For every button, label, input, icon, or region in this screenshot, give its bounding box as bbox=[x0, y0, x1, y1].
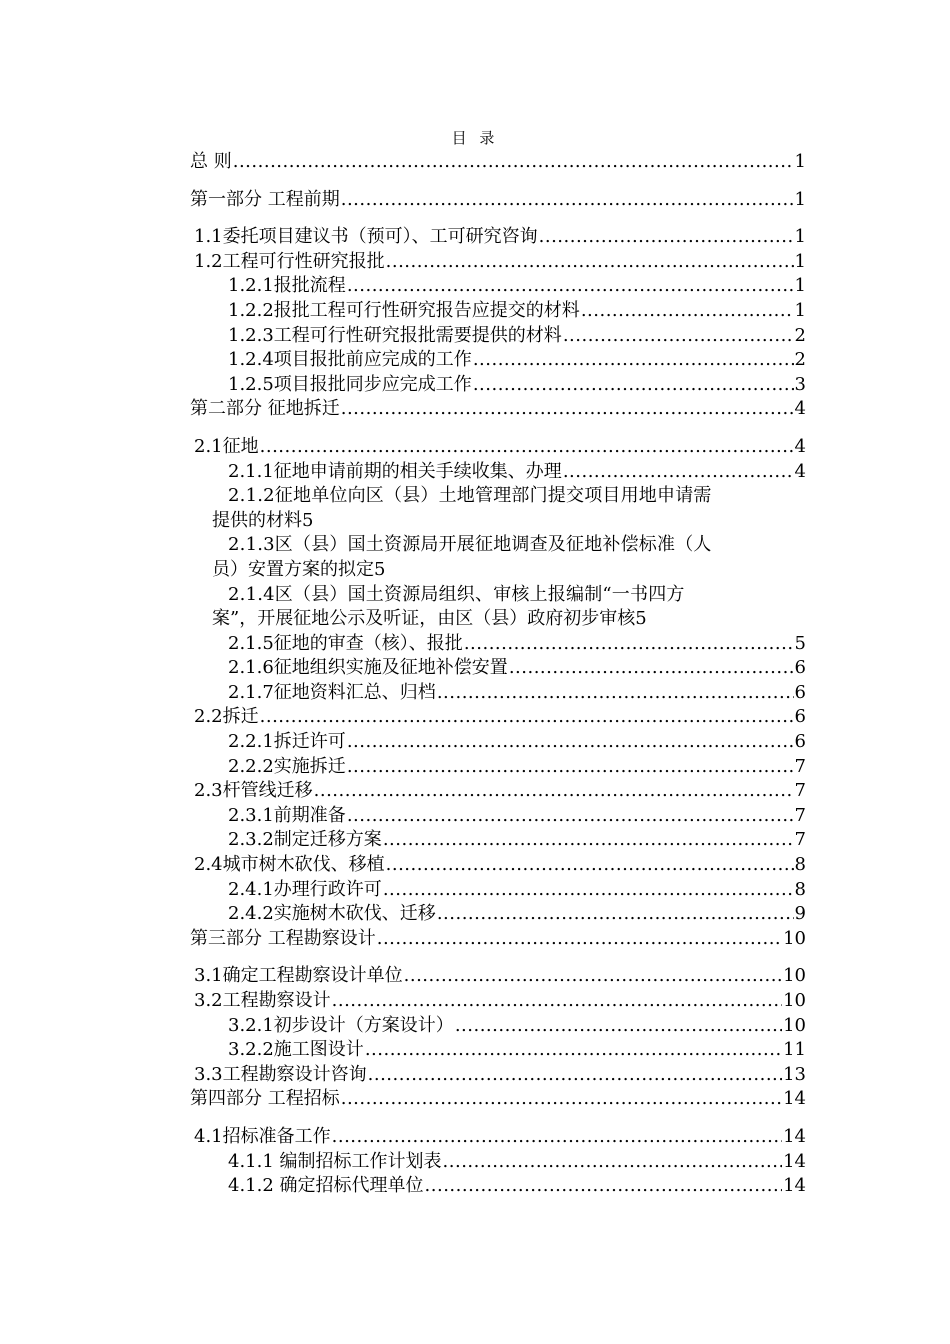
toc-leader-dots bbox=[347, 804, 794, 829]
toc-entry-label: 第一部分 工程前期 bbox=[190, 188, 340, 210]
toc-leader-dots bbox=[383, 878, 794, 903]
toc-leader-dots bbox=[341, 397, 794, 422]
toc-page-number: 1 bbox=[794, 188, 806, 210]
toc-entry-label: 2.2.1拆迁许可 bbox=[228, 731, 346, 753]
toc-leader-dots bbox=[332, 989, 782, 1014]
toc-title: 目 录 bbox=[451, 129, 499, 147]
toc-entry-label: 4.1.1 编制招标工作计划表 bbox=[228, 1150, 442, 1172]
toc-entry-label: 2.4.1办理行政许可 bbox=[228, 878, 382, 900]
toc-leader-dots bbox=[443, 1150, 783, 1175]
toc-page-number: 11 bbox=[783, 1039, 806, 1061]
toc-entry-label: 1.2.1报批流程 bbox=[228, 275, 346, 297]
toc-entry-label: 2.1.2征地单位向区（县）土地管理部门提交项目用地申请需 bbox=[228, 485, 712, 507]
toc-entry[interactable] bbox=[190, 397, 806, 422]
toc-entry[interactable] bbox=[194, 1125, 806, 1150]
toc-entry-label: 2.4.2实施树木砍伐、迁移 bbox=[228, 903, 436, 925]
toc-entry[interactable] bbox=[228, 878, 806, 903]
toc-entry[interactable] bbox=[228, 373, 806, 398]
toc-entry-label: 总 则 bbox=[190, 151, 232, 172]
toc-entry[interactable] bbox=[228, 730, 806, 755]
toc-page-number: 10 bbox=[783, 1014, 806, 1036]
toc-leader-dots bbox=[404, 964, 782, 989]
toc-entry-label: 2.3杆管线迁移 bbox=[194, 780, 313, 802]
toc-entry[interactable] bbox=[228, 460, 806, 485]
toc-entry[interactable] bbox=[228, 1150, 806, 1175]
toc-leader-dots bbox=[464, 632, 794, 657]
toc-entry[interactable] bbox=[228, 1014, 806, 1039]
toc-entry[interactable] bbox=[194, 435, 806, 460]
toc-entry-label: 1.2.4项目报批前应完成的工作 bbox=[228, 349, 472, 371]
toc-entry-label: 3.2.1初步设计（方案设计） bbox=[228, 1014, 454, 1036]
toc-page-number: 6 bbox=[794, 731, 806, 753]
toc-leader-dots bbox=[347, 755, 794, 780]
toc-entry[interactable] bbox=[228, 1174, 806, 1199]
toc-page-number: 14 bbox=[783, 1125, 806, 1147]
toc-page-number: 5 bbox=[794, 632, 806, 654]
toc-entry[interactable] bbox=[228, 681, 806, 706]
toc-leader-dots bbox=[425, 1174, 783, 1199]
toc-entry-label: 2.1.7征地资料汇总、归档 bbox=[228, 681, 436, 703]
toc-leader-dots bbox=[314, 779, 794, 804]
toc-entry[interactable] bbox=[228, 902, 806, 927]
toc-page-number: 3 bbox=[794, 373, 806, 395]
toc-leader-dots bbox=[332, 1125, 782, 1150]
toc-entry[interactable] bbox=[190, 150, 806, 175]
toc-entry[interactable] bbox=[194, 964, 806, 989]
toc-entry[interactable] bbox=[194, 779, 806, 804]
toc-entry[interactable] bbox=[228, 656, 806, 681]
toc-page-number: 5 bbox=[374, 558, 386, 580]
toc-page-number: 10 bbox=[783, 965, 806, 987]
toc-entry[interactable] bbox=[228, 274, 806, 299]
toc-entry-label-continued: 提供的材料 bbox=[212, 509, 302, 531]
toc-page-number: 14 bbox=[783, 1088, 806, 1110]
toc-entry-label: 2.1.3区（县）国土资源局开展征地调查及征地补偿标准（人 bbox=[228, 534, 712, 556]
toc-page-number: 13 bbox=[783, 1063, 806, 1085]
toc-entry-label: 3.2工程勘察设计 bbox=[194, 990, 331, 1011]
toc-entry[interactable] bbox=[190, 484, 806, 533]
toc-entry[interactable] bbox=[190, 188, 806, 213]
toc-entry-label: 1.2.2报批工程可行性研究报告应提交的材料 bbox=[228, 299, 580, 321]
toc-entry[interactable] bbox=[190, 583, 806, 632]
toc-page-number: 4 bbox=[794, 398, 806, 420]
toc-page-number: 7 bbox=[794, 780, 806, 802]
toc-page-number: 4 bbox=[794, 460, 806, 482]
toc-entry-label: 第三部分 工程勘察设计 bbox=[190, 927, 376, 949]
toc-leader-dots bbox=[386, 250, 794, 275]
toc-page-number: 6 bbox=[794, 657, 806, 679]
toc-entry[interactable] bbox=[194, 225, 806, 250]
toc-entry-label: 2.4城市树木砍伐、移植 bbox=[194, 854, 385, 876]
toc-leader-dots bbox=[386, 853, 794, 878]
toc-page-number: 7 bbox=[794, 804, 806, 826]
toc-entry-label: 2.1.5征地的审查（核）、报批 bbox=[228, 632, 463, 654]
toc-leader-dots bbox=[260, 435, 794, 460]
toc-entry-label: 3.3工程勘察设计咨询 bbox=[194, 1063, 367, 1085]
toc-entry-label: 3.1确定工程勘察设计单位 bbox=[194, 965, 403, 987]
toc-page-number: 6 bbox=[794, 706, 806, 728]
toc-page-number: 8 bbox=[794, 854, 806, 876]
toc-leader-dots bbox=[473, 373, 794, 398]
toc-entry-label: 2.1征地 bbox=[194, 435, 259, 457]
toc-entry-label: 2.3.2制定迁移方案 bbox=[228, 829, 382, 851]
toc-page-number: 6 bbox=[794, 681, 806, 703]
toc-page-number: 5 bbox=[302, 509, 314, 531]
toc-leader-dots bbox=[260, 705, 794, 730]
toc-entry[interactable] bbox=[194, 853, 806, 878]
toc-entry-label: 2.3.1前期准备 bbox=[228, 804, 346, 826]
toc-entry[interactable] bbox=[228, 632, 806, 657]
toc-entry[interactable] bbox=[190, 533, 806, 582]
toc-entry-label: 4.1.2 确定招标代理单位 bbox=[228, 1175, 424, 1197]
toc-entry[interactable] bbox=[194, 1063, 806, 1088]
toc-leader-dots bbox=[383, 828, 794, 853]
toc-leader-dots bbox=[347, 730, 794, 755]
toc-entry-label: 1.1委托项目建议书（预可）、工可研究咨询 bbox=[194, 226, 538, 248]
toc-entry-label: 1.2工程可行性研究报批 bbox=[194, 250, 385, 272]
toc-leader-dots bbox=[437, 902, 794, 927]
toc-page-number: 1 bbox=[794, 299, 806, 321]
toc-entry-label: 1.2.3工程可行性研究报批需要提供的材料 bbox=[228, 324, 562, 346]
toc-leader-dots bbox=[581, 299, 794, 324]
toc-entry[interactable] bbox=[228, 804, 806, 829]
toc-page-number: 4 bbox=[794, 435, 806, 457]
toc-entry-label: 2.2拆迁 bbox=[194, 706, 259, 728]
toc-leader-dots bbox=[563, 324, 794, 349]
toc-leader-dots bbox=[347, 274, 794, 299]
toc-page-number: 7 bbox=[794, 829, 806, 851]
toc-entry[interactable] bbox=[228, 755, 806, 780]
toc-entry-label: 2.1.1征地申请前期的相关手续收集、办理 bbox=[228, 460, 562, 482]
toc-entry[interactable] bbox=[194, 989, 806, 1014]
toc-entry-label: 2.2.2实施拆迁 bbox=[228, 755, 346, 777]
toc-leader-dots bbox=[473, 348, 794, 373]
toc-page-number: 2 bbox=[794, 349, 806, 371]
toc-entry[interactable] bbox=[228, 348, 806, 373]
toc-entry[interactable] bbox=[194, 250, 806, 275]
toc-entry-label: 1.2.5项目报批同步应完成工作 bbox=[228, 373, 472, 395]
toc-page-number: 7 bbox=[794, 755, 806, 777]
toc-entry[interactable] bbox=[228, 828, 806, 853]
toc-leader-dots bbox=[437, 681, 794, 706]
toc-entry[interactable] bbox=[228, 1038, 806, 1063]
toc-entry-label: 4.1招标准备工作 bbox=[194, 1125, 331, 1147]
toc-leader-dots bbox=[455, 1014, 782, 1039]
toc-page-number: 1 bbox=[794, 250, 806, 272]
toc-entry-label: 3.2.2施工图设计 bbox=[228, 1039, 364, 1061]
toc-leader-dots bbox=[563, 460, 794, 485]
toc-page-number: 1 bbox=[794, 151, 806, 172]
toc-leader-dots bbox=[509, 656, 794, 681]
toc-page-number: 14 bbox=[783, 1150, 806, 1172]
toc-entry-label: 2.1.4区（县）国土资源局组织、审核上报编制“一书四方 bbox=[228, 583, 685, 605]
toc-page-number: 1 bbox=[794, 226, 806, 248]
toc-page-number: 1 bbox=[794, 275, 806, 297]
toc-entry[interactable] bbox=[194, 705, 806, 730]
toc-page-number: 2 bbox=[794, 324, 806, 346]
toc-page-number: 14 bbox=[783, 1175, 806, 1197]
toc-leader-dots bbox=[341, 188, 794, 213]
toc-entry-label: 第二部分 征地拆迁 bbox=[190, 398, 340, 420]
toc-leader-dots bbox=[368, 1063, 782, 1088]
toc-leader-dots bbox=[341, 1087, 782, 1112]
toc-entry-label-continued: 员）安置方案的拟定 bbox=[212, 558, 374, 580]
toc-leader-dots bbox=[539, 225, 794, 250]
toc-leader-dots bbox=[365, 1038, 782, 1063]
toc-entry-label: 2.1.6征地组织实施及征地补偿安置 bbox=[228, 657, 508, 679]
toc-page-number: 5 bbox=[635, 608, 647, 630]
toc-entry[interactable] bbox=[228, 299, 806, 324]
toc-page-number: 9 bbox=[794, 903, 806, 925]
toc-page-number: 10 bbox=[783, 927, 806, 949]
toc-page-number: 8 bbox=[794, 878, 806, 900]
toc-leader-dots bbox=[377, 927, 782, 952]
toc-entry-label: 第四部分 工程招标 bbox=[190, 1088, 340, 1110]
toc-entry[interactable] bbox=[190, 927, 806, 952]
table-of-contents bbox=[190, 150, 806, 1199]
toc-entry-label-continued: 案”，开展征地公示及听证，由区（县）政府初步审核 bbox=[212, 608, 636, 630]
toc-leader-dots bbox=[233, 150, 794, 175]
toc-entry[interactable] bbox=[190, 1087, 806, 1112]
toc-entry[interactable] bbox=[228, 324, 806, 349]
toc-page-number: 10 bbox=[783, 990, 806, 1011]
